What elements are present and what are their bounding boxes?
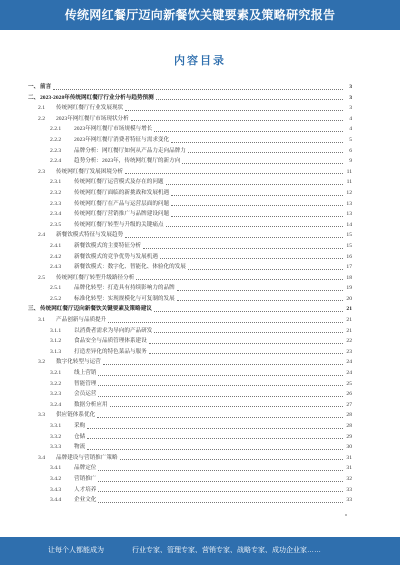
toc-entry-title: 企业文化 <box>74 497 97 504</box>
toc-leader-dots <box>98 502 343 503</box>
toc-entry[interactable] <box>28 220 352 231</box>
toc-leader-dots <box>98 375 343 376</box>
toc-page-number: 24 <box>346 370 352 377</box>
toc-entry-number: 2.2.3 <box>50 147 62 154</box>
toc-entry-title: 2023年网红餐厅消费者特征与需求变化 <box>74 136 170 143</box>
footer-slogan-right: 行业专家、管理专家、营销专家、战略专家、成功企业家…… <box>132 547 321 554</box>
toc-entry-number: 2.4.3 <box>50 264 62 271</box>
toc-leader-dots <box>177 300 343 301</box>
toc-page-number: 3 <box>349 94 352 101</box>
toc-entry-number: 二、 <box>28 94 40 101</box>
toc-entry-number: 2.3.5 <box>50 221 62 228</box>
toc-entry[interactable] <box>28 410 352 421</box>
toc-entry-number: 3.2.1 <box>50 370 62 377</box>
toc-entry-title: 品牌建设与营销推广策略 <box>56 454 118 461</box>
toc-entry-number: 3.3 <box>38 412 45 419</box>
toc-entry-title: 标准化转型：实现规模化与可复制的发展 <box>74 295 175 302</box>
toc-leader-dots <box>154 332 343 333</box>
toc-leader-dots <box>188 152 343 153</box>
toc-entry-number: 2.3.2 <box>50 189 62 196</box>
toc-leader-dots <box>188 269 343 270</box>
toc-page-number: 28 <box>346 412 352 419</box>
toc-leader-dots <box>136 279 343 280</box>
toc-entry-number: 三、 <box>28 306 40 313</box>
toc-entry-title: 2023-2028年传统网红餐厅行业分析与趋势预测 <box>40 94 154 101</box>
toc-leader-dots <box>125 110 343 111</box>
toc-entry-number: 2.3 <box>38 168 45 175</box>
toc-list <box>28 82 352 506</box>
toc-page-number: 26 <box>346 391 352 398</box>
toc-leader-dots <box>125 237 343 238</box>
toc-entry[interactable] <box>28 188 352 199</box>
toc-leader-dots <box>166 226 343 227</box>
toc-entry[interactable] <box>28 463 352 474</box>
toc-page-number: 5 <box>349 136 352 143</box>
toc-entry[interactable] <box>28 124 352 135</box>
toc-leader-dots <box>156 99 343 100</box>
toc-entry-number: 2.4.1 <box>50 242 62 249</box>
toc-entry-number: 3.2.2 <box>50 380 62 387</box>
toc-entry-number: 3.4.4 <box>50 497 62 504</box>
toc-page-number: 15 <box>346 242 352 249</box>
toc-leader-dots <box>87 428 343 429</box>
toc-leader-dots <box>171 195 343 196</box>
toc-entry-number: 一、 <box>28 84 40 90</box>
toc-page-number: 32 <box>346 475 352 482</box>
toc-entry[interactable] <box>28 442 352 453</box>
toc-entry-number: 2.1 <box>38 105 45 112</box>
toc-page-number: 6 <box>349 147 352 154</box>
toc-entry-number: 2.2.1 <box>50 126 62 133</box>
toc-entry-number: 3.3.3 <box>50 444 62 451</box>
toc-page-number: 30 <box>346 444 352 451</box>
toc-entry[interactable] <box>28 357 352 368</box>
toc-leader-dots <box>171 205 343 206</box>
toc-entry-number: 2.2.2 <box>50 136 62 143</box>
toc-entry[interactable] <box>28 103 352 114</box>
toc-entry[interactable] <box>28 400 352 411</box>
toc-entry[interactable] <box>28 241 352 252</box>
toc-entry-title: 食品安全与品质管理体系建设 <box>74 338 147 345</box>
toc-entry-title: 新餐饮模式特征与发展趋势 <box>56 232 124 239</box>
toc-entry[interactable] <box>28 294 352 305</box>
toc-entry-title: 传统网红餐厅迈向新餐饮关键要素及策略建议 <box>40 306 152 313</box>
toc-entry-number: 2.5.2 <box>50 295 62 302</box>
toc-entry-title: 数字化转型与运营 <box>56 359 101 366</box>
toc-entry[interactable] <box>28 336 352 347</box>
toc-entry-title: 传统网红餐厅转型升级路径分析 <box>56 274 135 281</box>
toc-entry-number: 3.4.1 <box>50 465 62 472</box>
toc-entry-title: 采购 <box>74 423 86 429</box>
toc-page-number: 33 <box>346 486 352 493</box>
toc-page-number: 19 <box>346 285 352 292</box>
toc-entry[interactable] <box>28 114 352 125</box>
toc-entry-number: 2.4 <box>38 232 45 239</box>
toc-page-number: 21 <box>346 306 352 313</box>
toc-entry-title: 产品创新与品质提升 <box>56 317 107 324</box>
toc-entry-title: 新餐饮模式的竞争优势与发展机遇 <box>74 253 158 260</box>
toc-entry-title: 以消费者需求为导向的产品研发 <box>74 327 153 334</box>
toc-entry[interactable] <box>28 262 352 273</box>
toc-entry[interactable] <box>28 199 352 210</box>
toc-entry[interactable] <box>28 495 352 506</box>
toc-page-number: 11 <box>346 168 352 175</box>
toc-entry-title: 人才培养 <box>74 486 97 493</box>
toc-page-number: 31 <box>346 465 352 472</box>
toc-leader-dots <box>154 131 343 132</box>
toc-entry[interactable] <box>28 389 352 400</box>
toc-leader-dots <box>171 142 343 143</box>
toc-entry-title: 打造差异化的特色菜品与服务 <box>74 348 147 355</box>
toc-entry-number: 2.2 <box>38 115 45 122</box>
toc-page-number: 28 <box>346 423 352 429</box>
toc-entry-title: 传统网红餐厅运营模式及存在的问题 <box>74 179 164 186</box>
toc-page-number: 16 <box>346 253 352 260</box>
toc-entry-number: 3.4.3 <box>50 486 62 493</box>
toc-leader-dots <box>177 290 343 291</box>
toc-page-number: 15 <box>346 232 352 239</box>
toc-entry-number: 3.3.2 <box>50 433 62 440</box>
report-title: 传统网红餐厅迈向新餐饮关键要素及策略研究报告 <box>64 8 336 22</box>
toc-entry[interactable] <box>28 93 352 104</box>
toc-entry[interactable] <box>28 485 352 496</box>
toc-entry[interactable] <box>28 379 352 390</box>
toc-entry-title: 数据分析应用 <box>74 401 108 408</box>
toc-leader-dots <box>149 343 343 344</box>
footer-slogan-left: 让每个人都能成为 <box>48 547 104 554</box>
toc-page-number: 3 <box>349 105 352 112</box>
toc-entry[interactable] <box>28 252 352 263</box>
toc-entry-number: 2.5 <box>38 274 45 281</box>
toc-page-number: 21 <box>346 327 352 334</box>
toc-entry[interactable] <box>28 283 352 294</box>
toc-entry-number: 3.2.4 <box>50 401 62 408</box>
toc-leader-dots <box>103 364 343 365</box>
toc-entry[interactable] <box>28 167 352 178</box>
toc-entry-title: 品牌分析：网红餐厅如何从产品力走向品牌力 <box>74 147 186 154</box>
toc-entry-title: 传统网红餐厅行业发展现状 <box>56 105 124 112</box>
toc-entry-title: 传统网红餐厅面临的新挑战和发展机遇 <box>74 189 170 196</box>
toc-entry-title: 品牌化转型：打造具有持续影响力的品牌 <box>74 285 175 292</box>
toc-entry[interactable] <box>28 347 352 358</box>
toc-leader-dots <box>53 89 343 90</box>
toc-entry-number: 3.4 <box>38 454 45 461</box>
toc-title: 内容目录 <box>174 55 226 67</box>
toc-entry[interactable] <box>28 453 352 464</box>
toc-entry-number: 2.5.1 <box>50 285 62 292</box>
toc-page-number: 27 <box>346 401 352 408</box>
toc-leader-dots <box>98 396 343 397</box>
toc-page-number: 4 <box>349 126 352 133</box>
toc-page-number: 14 <box>346 221 352 228</box>
toc-page-number: 12 <box>346 189 352 196</box>
toc-leader-dots <box>120 459 343 460</box>
toc-entry-number: 3.4.2 <box>50 475 62 482</box>
toc-page-number: 25 <box>346 380 352 387</box>
toc-entry-title: 传统网红餐厅发展困境分析 <box>56 168 124 175</box>
toc-entry-number: 3.1.3 <box>50 348 62 355</box>
toc-leader-dots <box>154 311 343 312</box>
toc-entry-title: 线上营销 <box>74 370 97 377</box>
toc-entry-number: 2.2.4 <box>50 158 62 165</box>
toc-entry-title: 新餐饮模式的主要特征分析 <box>74 242 142 249</box>
toc-leader-dots <box>110 406 343 407</box>
toc-page-number: 3 <box>349 84 352 90</box>
toc-entry-number: 3.3.1 <box>50 423 62 429</box>
toc-page-number: 20 <box>346 295 352 302</box>
toc-entry-number: 3.2.3 <box>50 391 62 398</box>
toc-leader-dots <box>131 120 343 121</box>
toc-page-number: 29 <box>346 433 352 440</box>
toc-leader-dots <box>87 438 343 439</box>
toc-entry-number: 3.1.2 <box>50 338 62 345</box>
toc-entry[interactable] <box>28 209 352 220</box>
toc-leader-dots <box>97 417 343 418</box>
toc-entry-title: 前言 <box>40 84 52 90</box>
toc-entry[interactable] <box>28 326 352 337</box>
toc-entry-title: 2023年网红餐厅市场规模与增长 <box>74 126 153 133</box>
toc-entry[interactable] <box>28 135 352 146</box>
toc-entry-title: 品牌定位 <box>74 465 97 472</box>
toc-page-number: 17 <box>346 264 352 271</box>
toc-entry-number: 2.3.4 <box>50 211 62 218</box>
toc-leader-dots <box>98 385 343 386</box>
toc-entry-title: 会员运营 <box>74 391 97 398</box>
toc-entry-number: 2.3.3 <box>50 200 62 207</box>
toc-entry[interactable] <box>28 304 352 315</box>
page-marker <box>345 514 347 516</box>
toc-entry[interactable] <box>28 432 352 443</box>
toc-page-number: 24 <box>346 359 352 366</box>
toc-leader-dots <box>143 248 343 249</box>
toc-entry-title: 智能管理 <box>74 380 97 387</box>
toc-page-number: 9 <box>349 158 352 165</box>
toc-entry-title: 趋势分析：2023年，传统网红餐厅的新方向 <box>74 158 181 165</box>
toc-leader-dots <box>98 491 343 492</box>
toc-entry-title: 传统网红餐厅在产品与运营层面的问题 <box>74 200 170 207</box>
toc-page-number: 22 <box>346 338 352 345</box>
toc-leader-dots <box>98 481 343 482</box>
toc-entry[interactable] <box>28 230 352 241</box>
toc-leader-dots <box>149 353 343 354</box>
toc-page-number: 11 <box>346 179 352 186</box>
toc-entry-title: 供应链体系优化 <box>56 412 96 419</box>
toc-entry-title: 传统网红餐厅营销推广与品牌建设问题 <box>74 211 170 218</box>
toc-entry-title: 物流 <box>74 444 86 451</box>
toc-entry-title: 营销推广 <box>74 475 97 482</box>
toc-page-number: 21 <box>346 317 352 324</box>
toc-entry-number: 3.2 <box>38 359 45 366</box>
toc-leader-dots <box>182 163 343 164</box>
toc-entry[interactable] <box>28 177 352 188</box>
toc-entry-number: 2.4.2 <box>50 253 62 260</box>
toc-entry-number: 3.1.1 <box>50 327 62 334</box>
toc-entry-number: 3.1 <box>38 317 45 324</box>
toc-leader-dots <box>125 173 343 174</box>
toc-entry[interactable] <box>28 368 352 379</box>
toc-leader-dots <box>166 184 343 185</box>
toc-page-number: 31 <box>346 454 352 461</box>
toc-leader-dots <box>160 258 343 259</box>
toc-page-number: 4 <box>349 115 352 122</box>
toc-entry[interactable] <box>28 273 352 284</box>
toc-leader-dots <box>171 216 343 217</box>
toc-entry[interactable] <box>28 474 352 485</box>
toc-entry[interactable] <box>28 421 352 432</box>
toc-entry-title: 2023年网红餐厅市场现状分析 <box>56 115 129 122</box>
toc-page-number: 33 <box>346 497 352 504</box>
toc-leader-dots <box>98 470 343 471</box>
toc-page-number: 23 <box>346 348 352 355</box>
toc-entry[interactable] <box>28 146 352 157</box>
toc-entry[interactable] <box>28 315 352 326</box>
toc-page-number: 18 <box>346 274 352 281</box>
toc-leader-dots <box>108 322 343 323</box>
toc-entry[interactable] <box>28 156 352 167</box>
toc-entry-title: 仓储 <box>74 433 86 440</box>
toc-entry-title: 新餐饮模式：数字化、智能化、体验化的发展 <box>74 264 186 271</box>
toc-entry-title: 传统网红餐厅转型与升级的关键痛点 <box>74 221 164 228</box>
toc-entry-number: 2.3.1 <box>50 179 62 186</box>
toc-entry[interactable] <box>28 82 352 93</box>
toc-leader-dots <box>87 449 343 450</box>
toc-page-number: 13 <box>346 211 352 218</box>
toc-page-number: 13 <box>346 200 352 207</box>
